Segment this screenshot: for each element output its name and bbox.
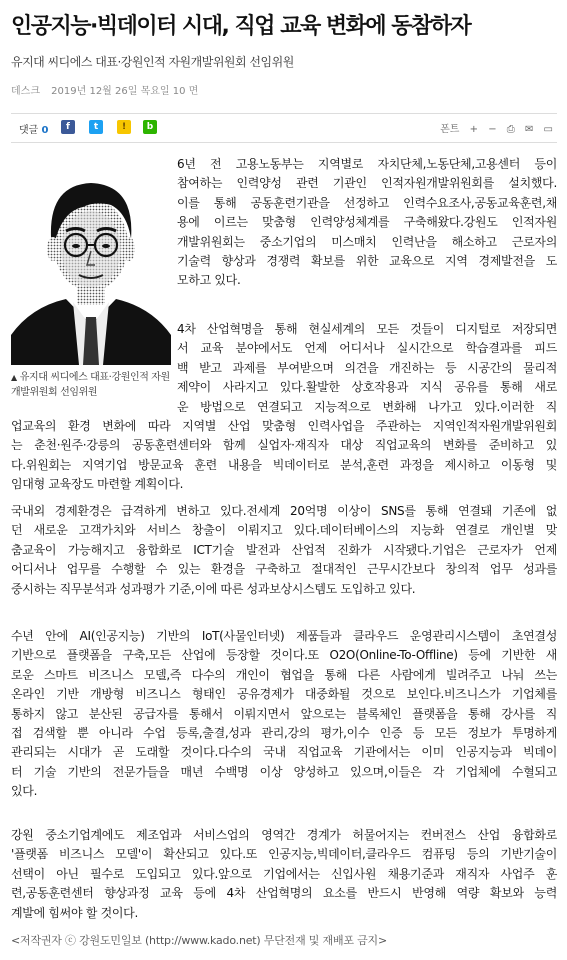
font-decrease-button[interactable]: − bbox=[488, 124, 497, 135]
article-toolbar bbox=[11, 113, 557, 143]
body-line: 임대형 교육장도 마련할 계획이다. bbox=[11, 477, 184, 492]
body-line: 모하고 있다. bbox=[177, 273, 241, 288]
body-line: 참여하는 인력양성 관련 기관인 인적자원개발위원회를 설치했다. bbox=[177, 176, 557, 191]
body-line: 강원 중소기업계에도 제조업과 서비스업의 영역간 경계가 허물어지는 컨버전스 산업 융합화로 bbox=[11, 828, 557, 842]
body-line: 개발위원회는 중소기업의 미스매치 인력난을 해소하고 근로자의 bbox=[177, 234, 557, 249]
body-line: 춤교육이 가능해지고 융합화로 ICT기술 발전과 산업적 진화가 시작됐다.기업은 근로자가 언제 bbox=[11, 542, 557, 557]
band-share-icon[interactable]: b bbox=[143, 120, 157, 134]
body-line: 기술력 향상과 경쟁력 확보를 위한 교육으로 지역 경제발전을 도 bbox=[177, 253, 557, 268]
article-section: 데스크 bbox=[11, 86, 40, 97]
body-line: 국내외 경제환경은 급격하게 변하고 있다.전세계 20억명 이상이 SNS를 통해 연결돼 기존에 없 bbox=[11, 504, 557, 518]
body-line: 온라인 기반 개방형 비즈니스 형태인 공유경제가 대중화될 것으로 보인다.비즈니스가 기업체를 bbox=[11, 687, 557, 702]
font-increase-button[interactable]: + bbox=[469, 124, 479, 135]
caption-triangle-icon: ▲ bbox=[11, 373, 17, 382]
body-paragraph-4 bbox=[11, 627, 557, 802]
article-tools bbox=[433, 120, 553, 135]
body-line: 수년 안에 AI(인공지능) 기반의 IoT(사물인터넷) 제품들과 클라우드 운영관리시스템이 초연결성 bbox=[11, 629, 557, 643]
body-line: 계발에 힘써야 할 것이다. bbox=[11, 905, 138, 920]
body-line: 4차 산업혁명을 통해 현실세계의 모든 것들이 디지털로 저장되면 bbox=[177, 322, 557, 336]
body-paragraph-2-cont bbox=[11, 417, 557, 495]
author-portrait-image bbox=[11, 157, 171, 365]
body-line: 다.위원회는 지역기업 방문교육 훈련 내용을 빅데이터로 분석,훈련 과정을 제시하고 이동형 및 bbox=[11, 457, 557, 472]
body-paragraph-5 bbox=[11, 826, 557, 923]
body-line: 있다. bbox=[11, 784, 38, 799]
body-line: 터 기술 기반의 전문가들을 매년 수백명 이상 양성하고 있으며,이들은 각 기업체에 수혈되고 bbox=[11, 764, 557, 779]
body-line: 6년 전 고용노동부는 지역별로 자치단체,노동단체,고용센터 등이 bbox=[177, 157, 557, 171]
body-line: 서 교육 분야에서도 언제 어디서나 실시간으로 학습결과를 피드 bbox=[177, 341, 557, 356]
kakaostory-share-icon[interactable]: ! bbox=[117, 120, 131, 134]
twitter-share-icon[interactable]: t bbox=[89, 120, 103, 134]
body-line: 관리되는 시대가 곧 도래할 것이다.다수의 국내 직업교육 기관에서는 이미 인공지능과 빅데이 bbox=[11, 745, 557, 760]
comments-count: 0 bbox=[41, 125, 49, 136]
article-subtitle: 유지대 씨디에스 대표·강원인적 자원개발위원회 선임위원 bbox=[11, 55, 294, 69]
author-photo bbox=[11, 157, 171, 365]
body-line: 기반으로 플랫폼을 구축,모든 산업에 등장할 것이다.또 O2O(Online-To-Offline) 등에 기반한 새 bbox=[11, 648, 557, 663]
body-line: 통하지 않고 분산된 공급자를 통해서 이뤄지면서 앞으로는 블록체인 플랫폼을 통해 강사를 직 bbox=[11, 706, 557, 721]
article-date: 2019년 12월 26일 목요일 10 면 bbox=[51, 86, 199, 97]
article-meta bbox=[11, 82, 206, 97]
font-label: 폰트 bbox=[440, 124, 460, 135]
body-paragraph-3 bbox=[11, 502, 557, 599]
photo-caption bbox=[11, 370, 171, 400]
body-line: 운 방법으로 연결되고 지능적으로 변화해 나가고 있다.이러한 직 bbox=[177, 399, 557, 414]
body-line: 용에 이르는 맞춤형 인력양성체계를 구축해왔다.강원도 인적자원 bbox=[177, 215, 557, 230]
body-line: 던 새로운 고객가치와 서비스 창출이 이뤄지고 있다.데이터베이스의 지능화 연결로 개인별 맞 bbox=[11, 523, 557, 538]
body-paragraph-2 bbox=[177, 320, 557, 417]
comments-label: 댓글 bbox=[19, 125, 39, 136]
scrap-icon[interactable]: ▭ bbox=[543, 124, 553, 135]
body-line: 련,공동훈련센터 향상과정 교육 등에 4차 산업혁명의 요소를 반드시 반영해 역량 확보와 능력 bbox=[11, 886, 557, 901]
body-line: 중시하는 직무분석과 성과평가 기준,이에 따른 성과보상시스템도 도입하고 있다. bbox=[11, 581, 416, 596]
body-line: 업교육의 환경 변화에 따라 지역별 산업 맞춤형 인력사업을 주관하는 지역인적자원개발위원회 bbox=[11, 419, 557, 433]
facebook-share-icon[interactable]: f bbox=[61, 120, 75, 134]
article-headline: 인공지능·빅데이터 시대, 직업 교육 변화에 동참하자 bbox=[11, 14, 471, 39]
photo-caption-text: 유지대 씨디에스 대표·강원인적 자원개발위원회 선임위원 bbox=[11, 372, 170, 398]
body-line: 어디서나 업무를 수행할 수 있는 환경을 구축하고 절대적인 근무시간보다 창의적 업무 성과를 bbox=[11, 562, 557, 577]
mail-icon[interactable]: ✉ bbox=[524, 124, 534, 135]
print-icon[interactable]: ⎙ bbox=[506, 124, 515, 135]
body-line: 선택이 아닌 필수로 도입되고 있다.앞으로 기업에서는 신입사원 채용기준과 재직자 사업주 훈 bbox=[11, 866, 557, 881]
copyright-notice: <저작권자 ⓒ 강원도민일보 (http://www.kado.net) 무단전재 및 재배포 금지> bbox=[11, 934, 387, 947]
body-line: '플랫폼 비즈니스 모델'이 확산되고 있다.또 인공지능,빅데이터,클라우드 컴퓨팅 등의 기반기술이 bbox=[11, 847, 557, 862]
body-line: 는 춘천·원주·강릉의 공동훈련센터와 함께 실업자·재직자 대상 직업교육의 변화를 준비하고 있 bbox=[11, 438, 557, 453]
body-paragraph-1 bbox=[177, 155, 557, 291]
body-line: 백 받고 과제를 부여받으며 의견을 개진하는 등 시공간의 물리적 bbox=[177, 360, 557, 375]
body-line: 제약이 사라지고 있다.활발한 상호작용과 지식 공유를 통해 새로 bbox=[177, 380, 557, 395]
body-line: 이를 통해 공동훈련기관을 선정하고 인력수요조사,공동교육훈련,채 bbox=[177, 195, 557, 210]
body-line: 접 검색할 뿐 아니라 수업 등록,출결,성과 관리,강의 평가,이수 인증 등 모든 정보가 투명하게 bbox=[11, 725, 557, 740]
comments-link[interactable] bbox=[19, 121, 48, 136]
body-line: 로운 스마트 비즈니스 모델,즉 다수의 개인이 협업을 통해 다른 사람에게 빌려주고 나눠 쓰는 bbox=[11, 667, 557, 682]
